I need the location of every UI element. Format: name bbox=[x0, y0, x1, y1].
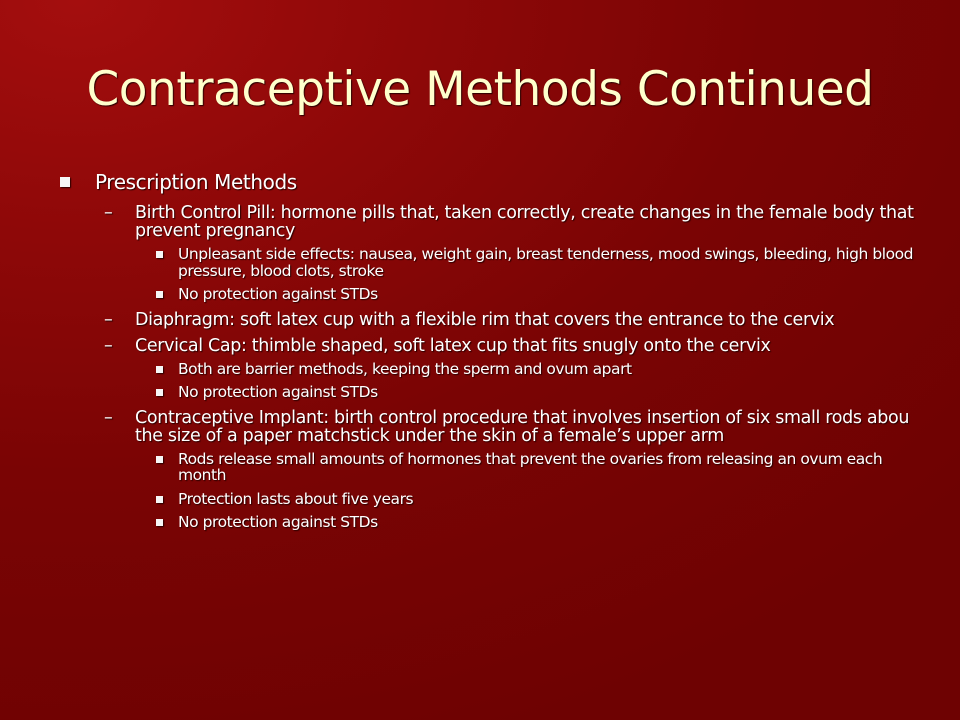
small-square-bullet-icon bbox=[156, 519, 163, 526]
slide-title: Contraceptive Methods Continued bbox=[86, 62, 874, 117]
list-item-birth-control-pill bbox=[58, 204, 918, 240]
small-square-bullet-icon bbox=[156, 291, 163, 298]
list-item-text: Cervical Cap: thimble shaped, soft latex cup that fits snugly onto the cervix bbox=[135, 335, 771, 356]
sub-item-side-effects bbox=[58, 246, 918, 279]
list-item-text: Contraceptive Implant: birth control procedure that involves insertion of six small rods abou the size of a paper matchstick under the skin of a female’s upper arm bbox=[135, 407, 910, 446]
list-item-text: Diaphragm: soft latex cup with a flexible rim that covers the entrance to the cervix bbox=[135, 309, 835, 330]
small-square-bullet-icon bbox=[156, 496, 163, 503]
square-bullet-icon bbox=[60, 177, 70, 187]
dash-icon: – bbox=[104, 203, 113, 223]
sub-item-text: No protection against STDs bbox=[178, 383, 378, 401]
slide-body bbox=[58, 168, 918, 531]
sub-item-hormone-release bbox=[58, 451, 918, 484]
bullet-prescription-methods bbox=[58, 168, 918, 196]
small-square-bullet-icon bbox=[156, 251, 163, 258]
section-heading: Prescription Methods bbox=[95, 170, 297, 194]
sub-item-text: Rods release small amounts of hormones that prevent the ovaries from releasing an ovum each month bbox=[178, 449, 883, 484]
small-square-bullet-icon bbox=[156, 456, 163, 463]
sub-item-text: Unpleasant side effects: nausea, weight gain, breast tenderness, mood swings, bleeding, high blood pressure, blood clots, stroke bbox=[178, 245, 914, 280]
small-square-bullet-icon bbox=[156, 389, 163, 396]
sub-item-text: No protection against STDs bbox=[178, 513, 378, 531]
sub-item-no-std-protection bbox=[58, 286, 918, 303]
sub-item-no-std-protection bbox=[58, 384, 918, 401]
list-item-cervical-cap bbox=[58, 337, 918, 355]
sub-item-text: Both are barrier methods, keeping the sperm and ovum apart bbox=[178, 359, 632, 378]
list-item-contraceptive-implant bbox=[58, 409, 918, 445]
dash-icon: – bbox=[104, 309, 113, 330]
dash-icon: – bbox=[104, 335, 113, 356]
sub-item-protection-duration bbox=[58, 491, 918, 508]
sub-item-barrier-methods bbox=[58, 361, 918, 378]
sub-item-no-std-protection bbox=[58, 514, 918, 531]
dash-icon: – bbox=[104, 407, 113, 428]
list-item-diaphragm bbox=[58, 311, 918, 329]
small-square-bullet-icon bbox=[156, 366, 163, 373]
list-item-text: Birth Control Pill: hormone pills that, taken correctly, create changes in the female body that prevent pregnancy bbox=[135, 203, 914, 241]
sub-item-text: Protection lasts about five years bbox=[178, 489, 414, 508]
sub-item-text: No protection against STDs bbox=[178, 285, 378, 303]
